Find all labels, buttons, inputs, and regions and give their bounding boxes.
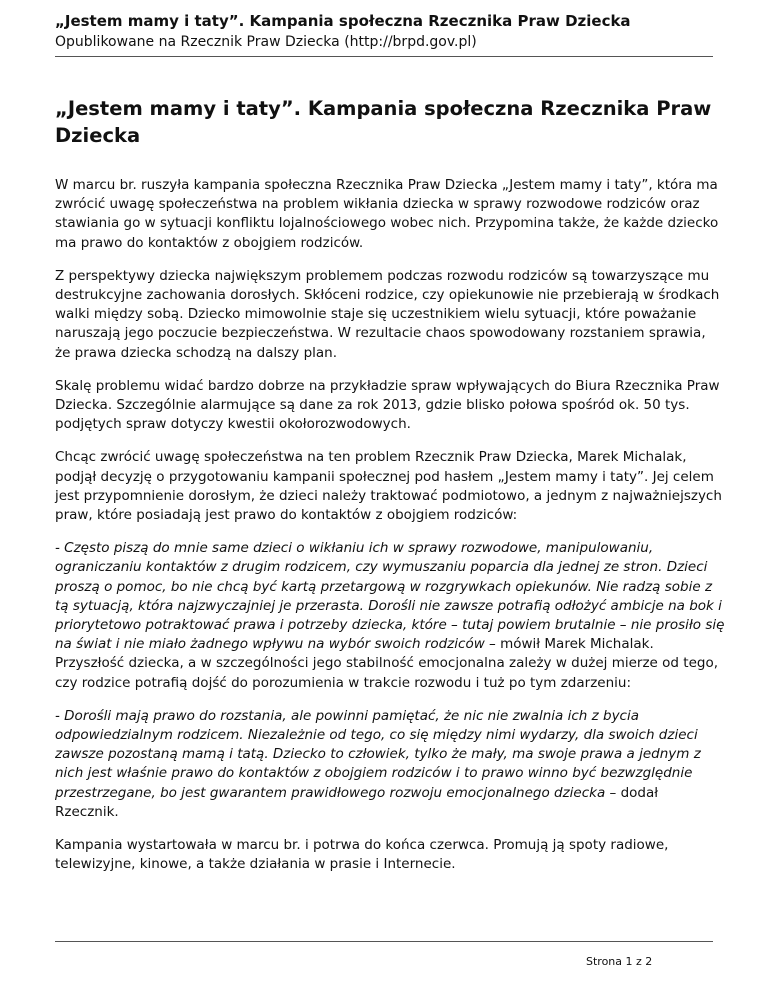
paragraph-quote-2 [55,707,725,822]
quote-1-continuation: mówił Marek Michalak. Przyszłość dziecka, a w szczególności jego stabilność emocjonalna zależy w dużej mierze od tego, czy rodzice potrafią dojść do porozumienia w trakcie rozwodu i tuż po tym zdarzeniu: [55,636,718,691]
quote-2-attribution: – dodał Rzecznik. [55,784,659,820]
quote-2-text: - Dorośli mają prawo do rozstania, ale powinni pamiętać, że nic nie zwalnia ich z bycia odpowiedzialnym rodzicem. Niezależnie od tego, co się między nimi wydarzy, dla swoich dzieci zawsze pozostaną mamą i tatą. Dziecko to człowiek, tylko że mały, ma swoje prawa a jednym z nich jest właśnie prawo do kontaktów z obojgiem rodziców i to prawo winno być bezwzględnie przestrzegane, bo jest gwarantem prawidłowego rozwoju emocjonalnego dziecka [55,707,701,801]
paragraph-scale: Skalę problemu widać bardzo dobrze na przykładzie spraw wpływających do Biura Rzecznika Praw Dziecka. Szczególnie alarmujące są dane za rok 2013, gdzie blisko połowa spośród ok. 50 tys. podjętych spraw dotyczy kwestii okołorozwodowych. [55,377,720,433]
paragraph-intro: W marcu br. ruszyła kampania społeczna Rzecznika Praw Dziecka „Jestem mamy i taty”, która ma zwrócić uwagę społeczeństwa na problem wikłania dziecka w sprawy rozwodowe rodziców oraz stawiania go w sytuacji konfliktu lojalnościowego wobec nich. Przypomina także, że każde dziecko ma prawo do kontaktów z obojgiem rodziców. [55,177,719,251]
running-header-source: Opublikowane na Rzecznik Praw Dziecka (http://brpd.gov.pl) [55,34,477,50]
paragraph-closing: Kampania wystartowała w marcu br. i potrwa do końca czerwca. Promują ją spoty radiowe, telewizyjne, kinowe, a także działania w prasie i Internecie. [55,837,669,873]
paragraph-perspective: Z perspektywy dziecka największym problemem podczas rozwodu rodziców są towarzyszące mu destrukcyjne zachowania dorosłych. Skłóceni rodzice, czy opiekunowie nie przebierają w środkach walki między sobą. Dziecko mimowolnie staje się uczestnikiem wielu sytuacji, które poważanie naruszają jego poczucie bezpieczeństwa. W rezultacie chaos spowodowany rozstaniem sprawia, że prawa dziecka schodzą na dalszy plan. [55,267,720,361]
header-divider [55,56,713,57]
page-number: Strona 1 z 2 [586,955,653,968]
paragraph-quote-1 [55,539,725,693]
footer-divider [55,941,713,942]
quote-1-text: - Często piszą do mnie same dzieci o wikłaniu ich w sprawy rozwodowe, manipulowaniu, ograniczaniu kontaktów z drugim rodzicem, czy wymuszaniu poparcia dla jednej ze stron. Dzieci proszą o pomoc, bo nie chcą być kartą przetargową w rozgrywkach opiekunów. Nie radzą sobie z tą sytuacją, która najzwyczajniej je przerasta. Dorośli nie zawsze potrafią odłożyć ambicje na bok i priorytetowo potraktować prawa i potrzeby dziecka, które – tutaj powiem brutalnie – nie prosiło się na świat i nie miało żadnego wpływu na wybór swoich rodziców – [55,540,725,653]
article-title: „Jestem mamy i taty”. Kampania społeczna Rzecznika Praw Dziecka [55,97,712,147]
running-header-title: „Jestem mamy i taty”. Kampania społeczna Rzecznika Praw Dziecka [55,12,631,30]
article-body [55,176,725,889]
paragraph-campaign: Chcąc zwrócić uwagę społeczeństwa na ten problem Rzecznik Praw Dziecka, Marek Michalak, podjął decyzję o przygotowaniu kampanii społecznej pod hasłem „Jestem mamy i taty”. Jej celem jest przypomnienie dorosłym, że dzieci należy traktować podmiotowo, a jednym z najważniejszych praw, które posiadają jest prawo do kontaktów z obojgiem rodziców: [55,449,722,524]
